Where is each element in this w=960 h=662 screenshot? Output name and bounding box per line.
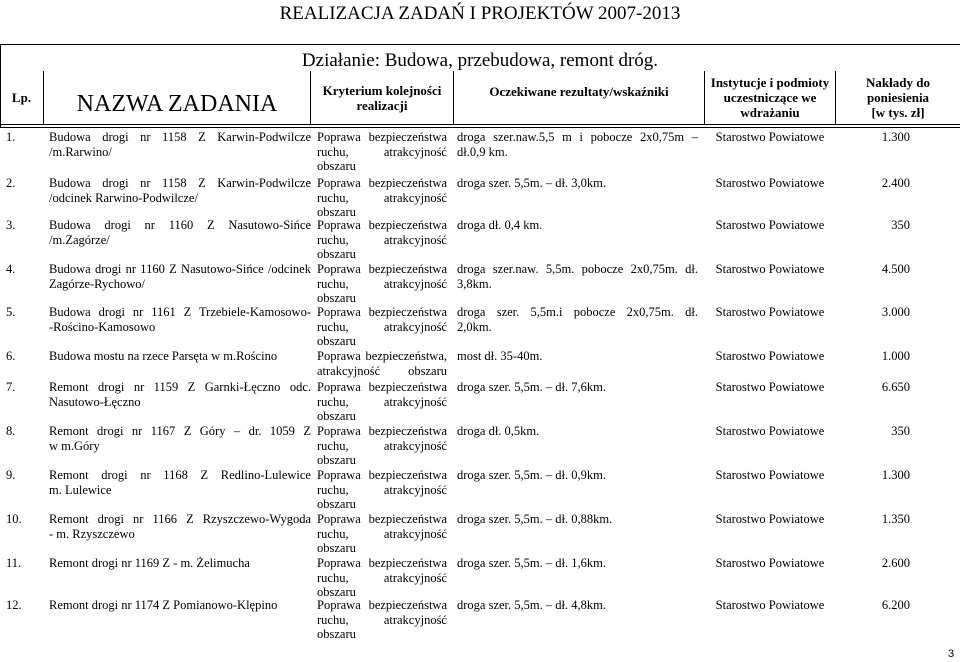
task-name-line: Budowa drogi nr 1161 Z Trzebiele-Kamosowo- [49, 305, 311, 319]
criterion-line: ruchu, atrakcyjność [317, 190, 447, 205]
criterion-line: ruchu, atrakcyjność [317, 526, 447, 541]
criterion-line: Poprawa bezpieczeństwa [317, 556, 447, 570]
institution: Starostwo Powiatowe [715, 598, 825, 612]
task-name-line: - m. Rzyszczewo [49, 526, 135, 541]
row-number: 1. [6, 130, 16, 144]
institution: Starostwo Powiatowe [715, 218, 825, 232]
cost-value: 1.350 [881, 512, 910, 526]
criterion-line: ruchu, atrakcyjność [317, 276, 447, 291]
row-number: 7. [6, 380, 16, 394]
criterion-line: Poprawa bezpieczeństwa [317, 512, 447, 526]
cost-value: 3.000 [881, 305, 910, 319]
result-line: droga szer. 5,5m. – dł. 0,9km. [457, 468, 606, 482]
header-kryterium [311, 71, 453, 124]
institution: Starostwo Powiatowe [715, 424, 825, 438]
task-name-line: Nasutowo-Łęczno [49, 394, 141, 409]
cost-value: 1.000 [881, 349, 910, 363]
cost-value: 6.200 [881, 598, 910, 612]
row-number: 6. [6, 349, 16, 363]
result-line: droga szer. 5,5m. – dł. 1,6km. [457, 556, 606, 570]
header-instytucje-line: uczestniczące we [723, 90, 817, 105]
cost-value: 2.400 [881, 176, 910, 190]
task-name-line: Budowa drogi nr 1160 Z Nasutowo-Sińce /odcinek [49, 262, 311, 276]
row-number: 2. [6, 176, 16, 190]
header-naklady-line: Nakłady do [866, 75, 930, 90]
criterion-line: obszaru [317, 205, 356, 219]
institution: Starostwo Powiatowe [715, 380, 825, 394]
result-line: droga dł. 0,5km. [457, 424, 540, 438]
criterion-line: Poprawa bezpieczeństwa [317, 176, 447, 190]
criterion-line: Poprawa bezpieczeństwa [317, 380, 447, 394]
cost-value: 350 [891, 424, 910, 438]
criterion-line: ruchu, atrakcyjność [317, 394, 447, 409]
result-line: 3,8km. [457, 276, 492, 291]
cost-value: 2.600 [881, 556, 910, 570]
result-line: droga szer. 5,5m. – dł. 4,8km. [457, 598, 606, 612]
table-top-border [0, 44, 960, 45]
institution: Starostwo Powiatowe [715, 468, 825, 482]
cost-value: 1.300 [881, 130, 910, 144]
institution: Starostwo Powiatowe [715, 130, 825, 144]
criterion-line: Poprawa bezpieczeństwa [317, 424, 447, 438]
header-kryterium-line: realizacji [356, 97, 408, 113]
cost-value: 4.500 [881, 262, 910, 276]
task-name-line: Remont drogi nr 1174 Z Pomianowo-Klępino [49, 598, 278, 612]
criterion-line: obszaru [317, 159, 356, 173]
page-title: REALIZACJA ZADAŃ I PROJEKTÓW 2007-2013 [279, 3, 681, 24]
criterion-line: Poprawa bezpieczeństwa [317, 305, 447, 319]
criterion-line: Poprawa bezpieczeństwa [317, 262, 447, 276]
criterion-line: atrakcyjność obszaru [317, 363, 447, 378]
criterion-line: ruchu, atrakcyjność [317, 438, 447, 453]
task-name-line: Budowa mostu na rzece Parsęta w m.Rościno [49, 349, 278, 363]
page-number: 3 [948, 648, 955, 660]
row-number: 8. [6, 424, 16, 438]
criterion-line: ruchu, atrakcyjność [317, 570, 447, 585]
result-line: most dł. 35-40m. [457, 349, 543, 363]
criterion-line: obszaru [317, 334, 356, 348]
section-title: Działanie: Budowa, przebudowa, remont dróg. [301, 50, 659, 71]
criterion-line: obszaru [317, 409, 356, 423]
criterion-line: ruchu, atrakcyjność [317, 612, 447, 627]
task-name-line: -Rościno-Kamosowo [49, 319, 156, 334]
criterion-line: obszaru [317, 453, 356, 467]
header-naklady-line: poniesienia [866, 90, 930, 105]
criterion-line: obszaru [317, 585, 356, 599]
task-name-line: Budowa drogi nr 1160 Z Nasutowo-Sińce [49, 218, 311, 232]
header-instytucje-line: wdrażaniu [740, 105, 800, 120]
criterion-line: ruchu, atrakcyjność [317, 319, 447, 334]
cost-value: 6.650 [881, 380, 910, 394]
result-line: 2,0km. [457, 319, 492, 334]
header-lp: Lp. [11, 90, 32, 105]
criterion-line: obszaru [317, 291, 356, 305]
criterion-line: Poprawa bezpieczeństwa [317, 130, 447, 144]
criterion-line: ruchu, atrakcyjność [317, 144, 447, 159]
result-line: dł.0,9 km. [457, 144, 508, 159]
task-name-line: /m.Rarwino/ [49, 144, 112, 159]
criterion-line: Poprawa bezpieczeństwa [317, 598, 447, 612]
row-number: 10. [6, 512, 22, 526]
task-name-line: Budowa drogi nr 1158 Z Karwin-Podwilcze [49, 176, 311, 190]
header-rezultaty: Oczekiwane rezultaty/wskaźniki [489, 83, 669, 99]
institution: Starostwo Powiatowe [715, 305, 825, 319]
result-line: droga szer. 5,5m. – dł. 0,88km. [457, 512, 613, 526]
result-line: droga dł. 0,4 km. [457, 218, 543, 232]
criterion-line: Poprawa bezpieczeństwa, [317, 349, 447, 363]
task-name-line: Remont drogi nr 1169 Z - m. Żelimucha [49, 556, 250, 570]
row-number: 12. [6, 598, 22, 612]
institution: Starostwo Powiatowe [715, 262, 825, 276]
result-line: droga szer. 5,5m.i pobocze 2x0,75m. dł. [457, 305, 698, 319]
criterion-line: Poprawa bezpieczeństwa [317, 468, 447, 482]
criterion-line: ruchu, atrakcyjność [317, 232, 447, 247]
criterion-line: obszaru [317, 247, 356, 261]
header-naklady [836, 71, 960, 124]
task-name-line: Remont drogi nr 1159 Z Garnki-Łęczno odc. [49, 380, 311, 394]
row-number: 3. [6, 218, 16, 232]
result-line: droga szer. 5,5m. – dł. 7,6km. [457, 380, 606, 394]
institution: Starostwo Powiatowe [715, 349, 825, 363]
cost-value: 1.300 [881, 468, 910, 482]
institution: Starostwo Powiatowe [715, 512, 825, 526]
task-name-line: Budowa drogi nr 1158 Z Karwin-Podwilcze [49, 130, 311, 144]
header-nazwa: NAZWA ZADANIA [76, 90, 278, 117]
task-name-line: Remont drogi nr 1166 Z Rzyszczewo-Wygoda [49, 512, 311, 526]
header-naklady-line: [w tys. zł] [871, 105, 925, 120]
criterion-line: obszaru [317, 627, 356, 641]
header-kryterium-line: Kryterium kolejności [322, 82, 442, 98]
criterion-line: ruchu, atrakcyjność [317, 482, 447, 497]
row-number: 5. [6, 305, 16, 319]
result-line: droga szer. 5,5m. – dł. 3,0km. [457, 176, 606, 190]
criterion-line: obszaru [317, 497, 356, 511]
row-number: 4. [6, 262, 16, 276]
task-name-line: Zagórze-Rychowo/ [49, 276, 145, 291]
task-name-line: Remont drogi nr 1168 Z Redlino-Lulewice [49, 468, 311, 482]
task-name-line: /m.Zagórze/ [49, 232, 110, 247]
institution: Starostwo Powiatowe [715, 176, 825, 190]
cost-value: 350 [891, 218, 910, 232]
criterion-line: obszaru [317, 541, 356, 555]
result-line: droga szer.naw.5,5 m i pobocze 2x0,75m – [457, 130, 698, 144]
task-name-line: w m.Góry [49, 438, 100, 453]
row-number: 9. [6, 468, 16, 482]
institution: Starostwo Powiatowe [715, 556, 825, 570]
criterion-line: Poprawa bezpieczeństwa [317, 218, 447, 232]
result-line: droga szer.naw. 5,5m. pobocze 2x0,75m. dł. [457, 262, 698, 276]
header-instytucje-line: Instytucje i podmioty [710, 75, 830, 90]
header-instytucje [705, 71, 835, 124]
task-name-line: Remont drogi nr 1167 Z Góry – dr. 1059 Z [49, 424, 311, 438]
task-name-line: m. Lulewice [49, 482, 112, 497]
task-name-line: /odcinek Rarwino-Podwilcze/ [49, 190, 198, 205]
row-number: 11. [6, 556, 22, 570]
